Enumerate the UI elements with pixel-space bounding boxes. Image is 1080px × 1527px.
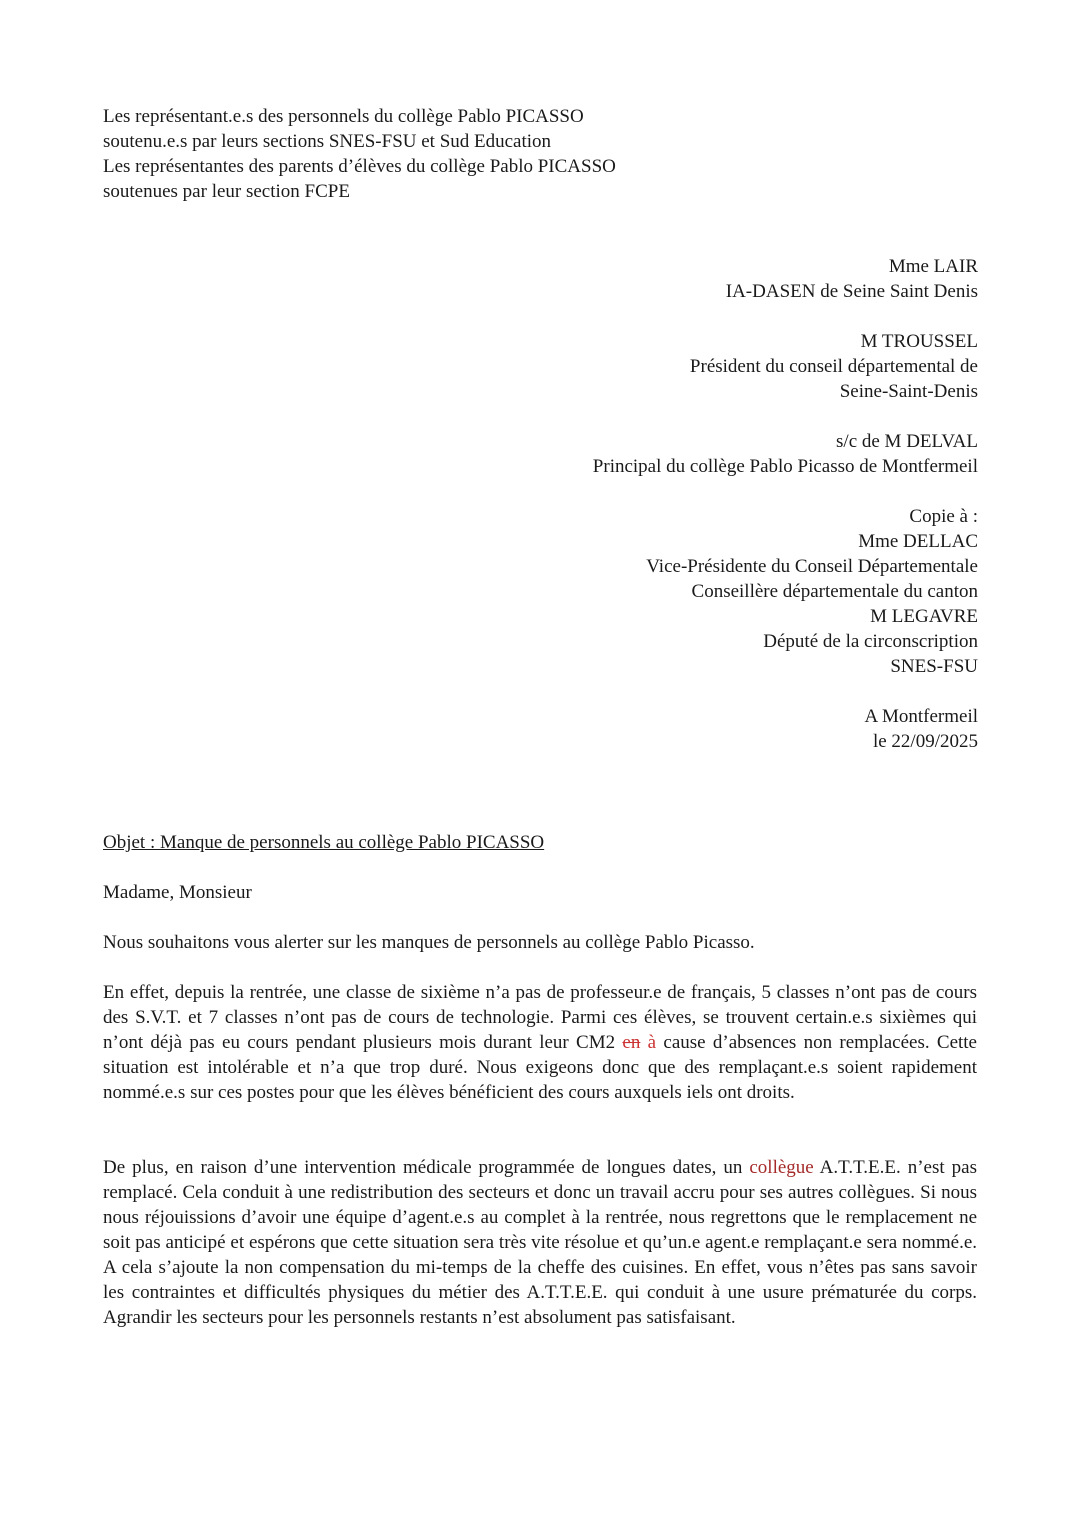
- intro-paragraph: Nous souhaitons vous alerter sur les manques de personnels au collège Pablo Picasso.: [103, 932, 755, 953]
- sender-line: soutenues par leur section FCPE: [103, 181, 350, 202]
- tracked-word: collègue: [749, 1157, 814, 1178]
- paragraph-1: [103, 980, 977, 1105]
- recipient-line: IA-DASEN de Seine Saint Denis: [725, 281, 978, 302]
- recipient-line: s/c de M DELVAL: [836, 431, 978, 452]
- sender-line: Les représentantes des parents d’élèves du collège Pablo PICASSO: [103, 156, 616, 177]
- copy-line: M LEGAVRE: [870, 606, 978, 627]
- recipient-line: Mme LAIR: [888, 256, 978, 277]
- recipient-principal: [593, 429, 978, 479]
- paragraph-2: [103, 1155, 977, 1330]
- tracked-insertion: à: [647, 1032, 657, 1053]
- tracked-deletion: en: [622, 1032, 641, 1053]
- recipient-block: [593, 254, 978, 779]
- copy-line: Député de la circonscription: [763, 631, 978, 652]
- sender-line: soutenu.e.s par leurs sections SNES-FSU et Sud Education: [103, 131, 552, 152]
- subject-line: Objet : Manque de personnels au collège Pablo PICASSO: [103, 832, 545, 853]
- sender-block: [103, 104, 616, 204]
- paragraph-1-text: En effet, depuis la rentrée, une classe de sixième n’a pas de professeur.e de français, 5 classes n’ont pas de cours des S.V.T. et 7 classes n’ont pas de cours de technologie. Parmi ces élèves, se trouvent certain.e.s sixièmes qui n’ont déjà pas eu cours pendant plusieurs mois durant leur CM2: [103, 982, 977, 1053]
- recipient-line: Principal du collège Pablo Picasso de Montfermeil: [592, 456, 978, 477]
- place: A Montfermeil: [864, 706, 978, 727]
- greeting: Madame, Monsieur: [103, 882, 252, 903]
- recipient-president: [593, 329, 978, 404]
- date: le 22/09/2025: [872, 731, 978, 752]
- copy-line: Vice-Présidente du Conseil Départementale: [646, 556, 978, 577]
- copies-block: [593, 504, 978, 679]
- paragraph-2-text: De plus, en raison d’une intervention médicale programmée de longues dates, un: [103, 1157, 750, 1178]
- copy-line: Mme DELLAC: [858, 531, 978, 552]
- copy-line: Copie à :: [909, 506, 978, 527]
- place-date: [593, 704, 978, 754]
- paragraph-1-text: cause d’absences non remplacées. Cette situation est intolérable et n’a que trop duré. Nous exigeons donc que des remplaçant.e.s soient rapidement nommé.e.s sur ces postes pour que les élèves bénéficient des cours auxquels iels ont droits.: [103, 1032, 977, 1103]
- sender-line: Les représentant.e.s des personnels du collège Pablo PICASSO: [103, 106, 584, 127]
- copy-line: SNES-FSU: [890, 656, 978, 677]
- recipient-line: M TROUSSEL: [860, 331, 978, 352]
- paragraph-2-text: A.T.T.E.E. n’est pas remplacé. Cela conduit à une redistribution des secteurs et donc un travail accru pour ses autres collègues. Si nous nous réjouissions d’avoir une équipe d’agent.e.s au complet à la rentrée, nous regrettons que le remplacement ne soit pas anticipé et espérons que cette situation sera très vite résolue et qu’un.e agent.e remplaçant.e sera nommé.e. A cela s’ajoute la non compensation du mi-temps de la cheffe des cuisines. En effet, vous n’êtes pas sans savoir les contraintes et difficultés physiques du métier des A.T.T.E.E. qui conduit à une usure prématurée du corps. Agrandir les secteurs pour les personnels restants n’est absolument pas satisfaisant.: [103, 1157, 977, 1328]
- recipient-line: Président du conseil départemental de: [689, 356, 978, 377]
- recipient-dasen: [593, 254, 978, 304]
- recipient-line: Seine-Saint-Denis: [839, 381, 978, 402]
- copy-line: Conseillère départementale du canton: [691, 581, 978, 602]
